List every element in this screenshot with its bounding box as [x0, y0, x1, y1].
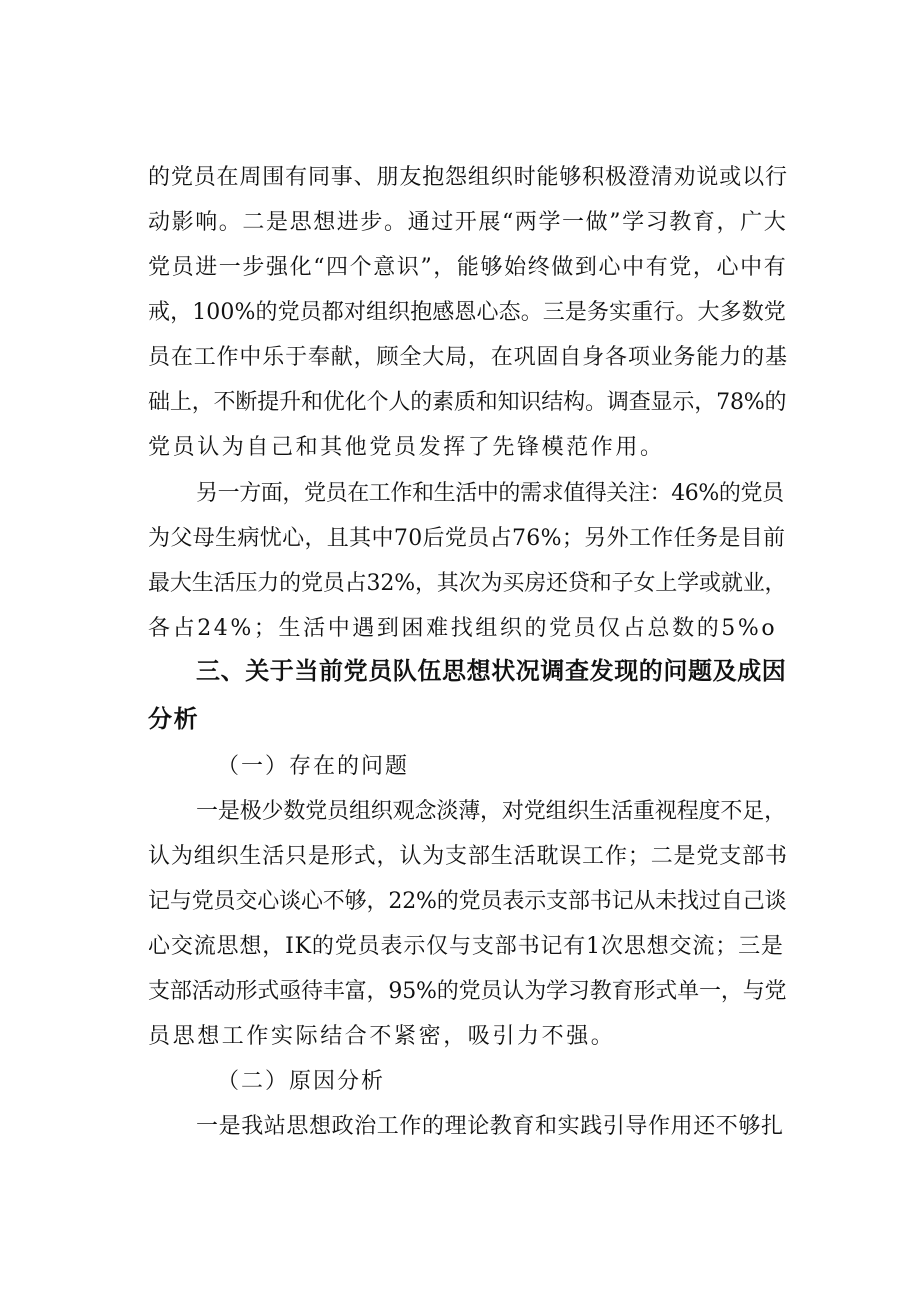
- section-heading-continued: 分析: [148, 705, 200, 733]
- paragraph-line: 认为组织生活只是形式，认为支部生活耽误工作；二是党支部书: [148, 844, 788, 869]
- paragraph-line: 一是极少数党员组织观念淡薄，对党组织生活重视程度不足，: [196, 799, 786, 824]
- paragraph-line: 的党员在周围有同事、朋友抱怨组织时能够积极澄清劝说或以行: [148, 165, 788, 190]
- paragraph-line: 动影响。二是思想进步。通过开展“两学一做”学习教育，广大: [148, 210, 788, 235]
- paragraph-line: 支部活动形式亟待丰富，95%的党员认为学习教育形式单一，与党: [148, 979, 787, 1004]
- subsection-heading: （二）原因分析: [217, 1069, 386, 1094]
- paragraph-line: 戒，100%的党员都对组织抱感恩心态。三是务实重行。大多数党: [148, 300, 786, 325]
- paragraph-line: 一是我站思想政治工作的理论教育和实践引导作用还不够扎: [196, 1114, 784, 1139]
- paragraph-line: 党员认为自己和其他党员发挥了先锋模范作用。: [148, 435, 665, 460]
- paragraph-line: 最大生活压力的党员占32%，其次为买房还贷和子女上学或就业，: [148, 571, 787, 596]
- paragraph-line: 心交流思想，IK的党员表示仅与支部书记有1次思想交流；三是: [148, 934, 784, 959]
- paragraph-line: 为父母生病忧心，且其中70后党员占76%；另外工作任务是目前: [148, 526, 786, 551]
- subsection-heading: （一）存在的问题: [217, 754, 410, 779]
- paragraph-line: 另一方面，党员在工作和生活中的需求值得关注：46%的党员: [196, 481, 784, 506]
- paragraph-line: 各占24%；生活中遇到困难找组织的党员仅占总数的5%o: [148, 616, 778, 641]
- paragraph-line: 础上，不断提升和优化个人的素质和知识结构。调查显示，78%的: [148, 390, 787, 415]
- paragraph-line: 员在工作中乐于奉献，顾全大局，在巩固自身各项业务能力的基: [148, 345, 788, 370]
- paragraph-line: 党员进一步强化“四个意识”，能够始终做到心中有党，心中有: [148, 255, 788, 280]
- paragraph-line: 员思想工作实际结合不紧密，吸引力不强。: [148, 1024, 616, 1049]
- section-heading: 三、关于当前党员队伍思想状况调查发现的问题及成因: [196, 657, 787, 685]
- paragraph-line: 记与党员交心谈心不够，22%的党员表示支部书记从未找过自己谈: [148, 889, 787, 914]
